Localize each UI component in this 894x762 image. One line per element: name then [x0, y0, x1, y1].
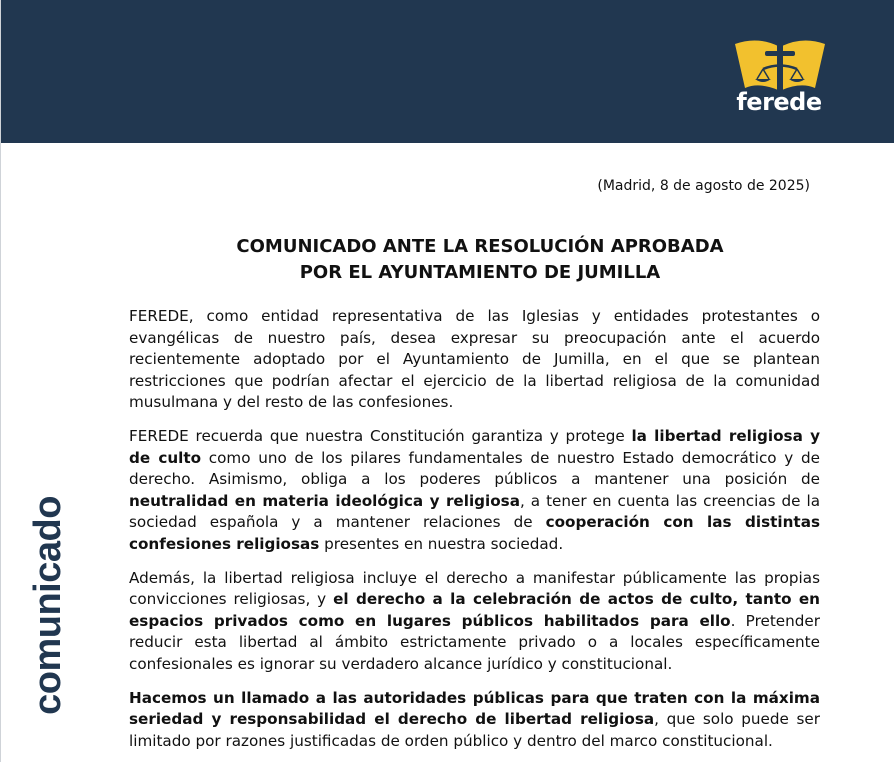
paragraph-2 — [129, 426, 820, 556]
text-segment: FEREDE, como entidad representativa de las Iglesias y entidades protestantes o evangélicas de nuestro país, desea expresar su preocupación ante el acuerdo recientemente adoptado por el Ayuntamiento de Jumilla, en el que se plantean restricciones que podrían afectar el ejercicio de la libertad religiosa de la comunidad musulmana y del resto de las confesiones. — [129, 307, 820, 412]
paragraph-1 — [129, 306, 820, 414]
text-segment: FEREDE recuerda que nuestra Constitución garantiza y protege — [129, 426, 632, 445]
open-book-cross-scales-icon — [733, 38, 827, 90]
paragraph-4 — [129, 688, 820, 753]
side-label — [22, 498, 74, 713]
text-segment: Además, la libertad religiosa incluye el derecho a manifestar públicamente las propias convicciones religiosas, y — [129, 568, 820, 609]
ferede-logo — [733, 38, 827, 122]
header-banner — [0, 0, 894, 143]
paragraph-3 — [129, 568, 820, 676]
text-segment: como uno de los pilares fundamentales de nuestro Estado democrático y de derecho. Asimismo, obliga a los poderes públicos a mantener una posición de — [129, 448, 820, 489]
bold-text: neutralidad en materia ideológica y religiosa — [129, 491, 520, 510]
document-body — [129, 306, 820, 762]
bold-text: Hacemos un llamado a las autoridades públicas para que traten con la máxima seriedad y responsabilidad el derecho de libertad religiosa — [129, 688, 820, 729]
text-segment: , a tener en cuenta las creencias de la sociedad española y a mantener relaciones de — [129, 491, 820, 532]
logo-wordmark: ferede — [736, 88, 822, 116]
side-label-text: comunicado — [26, 496, 69, 715]
title-line-1: COMUNICADO ANTE LA RESOLUCIÓN APROBADA — [236, 236, 724, 257]
text-segment: . Pretender reducir esta libertad al ámbito estrictamente privado o a locales específicamente confesionales es ignorar su verdadero alcance jurídico y constitucional. — [129, 611, 820, 673]
document-title — [130, 234, 830, 286]
bold-text: cooperación con las distintas confesiones religiosas — [129, 513, 820, 553]
title-line-2: POR EL AYUNTAMIENTO DE JUMILLA — [299, 262, 661, 283]
document-date: (Madrid, 8 de agosto de 2025) — [597, 178, 810, 194]
bold-text: la libertad religiosa y de culto — [129, 426, 820, 467]
text-segment: presentes en nuestra sociedad. — [319, 534, 564, 553]
text-segment: , que solo puede ser limitado por razones justificadas de orden público y dentro del marco constitucional. — [129, 710, 821, 750]
bold-text: el derecho a la celebración de actos de culto, tanto en espacios privados como en lugares públicos habilitados para ello — [129, 590, 820, 630]
